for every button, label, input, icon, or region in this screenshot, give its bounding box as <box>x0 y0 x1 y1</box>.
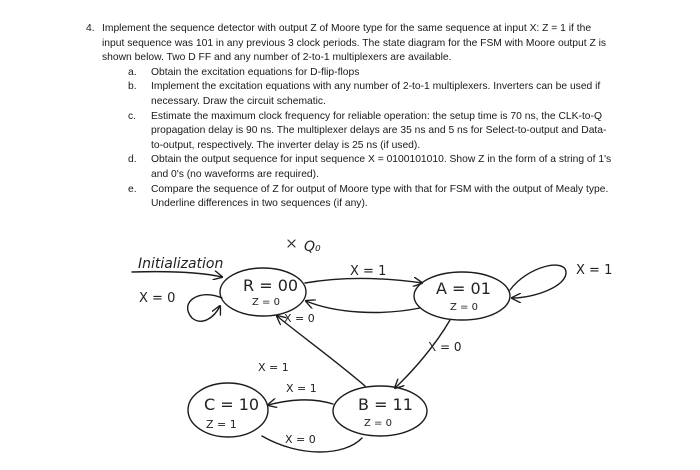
q-label: Q₀ <box>304 239 321 255</box>
state-b-name: B = 11 <box>358 395 413 414</box>
part-text: Implement the excitation equations with any number of 2-to-1 multiplexers. Inverters can be used if necessary. Draw the circuit schematic. <box>151 81 601 107</box>
r-to-a-arrow <box>305 279 422 284</box>
part-text: Estimate the maximum clock frequency for reliable operation: the setup time is 70 ns, the CLK-to-Q propagation delay is 90 ns. The multiplexer delays are 35 ns and 5 ns for Select-to-output and Data-to-output, respectively. The inverter delay is 25 ns (if used). <box>151 110 607 151</box>
b-to-r-arrow <box>277 316 365 386</box>
initialization-arrow <box>132 272 222 277</box>
state-r-output: Z = 0 <box>252 297 280 308</box>
state-a-output: Z = 0 <box>450 302 478 313</box>
part-letter: c. <box>128 110 137 122</box>
state-r-name: R = 00 <box>243 276 299 295</box>
state-c-name: C = 10 <box>204 395 260 414</box>
part-letter: a. <box>128 66 137 78</box>
question-number: 4. <box>86 23 95 34</box>
b-to-c-label: X = 1 <box>286 382 317 395</box>
b-to-c-arrow <box>268 400 333 405</box>
state-b-output: Z = 0 <box>364 418 392 429</box>
r-to-a-label: X = 1 <box>350 264 387 279</box>
a-to-b-arrow <box>395 320 450 388</box>
part-letter: e. <box>128 183 137 195</box>
a-self-label: X = 1 <box>576 263 613 278</box>
r-self-label: X = 0 <box>139 291 176 306</box>
part-text: Obtain the excitation equations for D-flip-flops <box>151 66 360 78</box>
part-text: Compare the sequence of Z for output of Moore type with that for FSM with the output of Mealy type. Underline differences in two sequences (if any). <box>151 183 609 210</box>
a-self-loop <box>510 265 566 298</box>
initialization-label: Initialization <box>138 256 224 272</box>
part-letter: b. <box>128 81 137 93</box>
state-a-name: A = 01 <box>436 279 491 298</box>
b-to-r-label: X = 1 <box>258 361 289 374</box>
scratch-mark <box>288 240 295 247</box>
a-to-r-label: X = 0 <box>284 312 315 325</box>
state-c-output: Z = 1 <box>206 418 237 431</box>
c-to-r-label: X = 0 <box>285 433 316 446</box>
question-intro: Implement the sequence detector with output Z of Moore type for the same sequence at input X: Z = 1 if the input sequence was 101 in any previous 3 clock periods. The state diagram for the FSM with Moore output Z is shown below. Two D FF and any number of 2-to-1 multiplexers are available. <box>102 23 607 64</box>
a-to-b-label: X = 0 <box>428 340 462 354</box>
part-text: Obtain the output sequence for input sequence X = 0100101010. Show Z in the form of a string of 1's and 0's (no waveforms are required). <box>151 154 612 180</box>
a-to-r-arrow <box>306 301 420 312</box>
r-self-loop <box>188 295 222 322</box>
part-letter: d. <box>128 154 137 166</box>
